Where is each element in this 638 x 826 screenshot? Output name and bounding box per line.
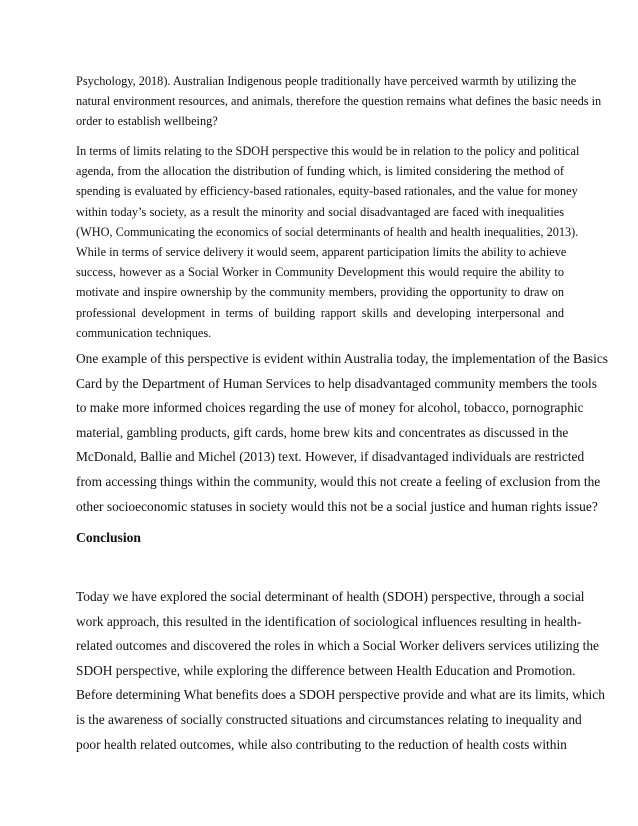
text-line: One example of this perspective is evident within Australia today, the implementation of the Basics — [76, 351, 609, 366]
text-line: poor health related outcomes, while also contributing to the reduction of health costs within — [76, 736, 567, 752]
text-line: In terms of limits relating to the SDOH perspective this would be in relation to the policy and political — [76, 144, 580, 158]
section-heading: Conclusion — [76, 530, 141, 545]
text-line: natural environment resources, and animals, therefore the question remains what defines the basic needs in — [76, 94, 602, 109]
text-line: professional development in terms of building rapport skills and developing interpersonal and — [76, 305, 564, 320]
text-line: Card by the Department of Human Services to help disadvantaged community members the tools — [76, 375, 597, 391]
text-line: Psychology, 2018). Australian Indigenous people traditionally have perceived warmth by utilizing the — [76, 74, 577, 88]
text-line: related outcomes and discovered the roles in which a Social Worker delivers services utilizing the — [76, 638, 599, 654]
text-line: McDonald, Ballie and Michel (2013) text. However, if disadvantaged individuals are restricted — [76, 449, 585, 465]
text-line: success, however as a Social Worker in Community Development this would require the ability to — [76, 265, 564, 280]
text-line: from accessing things within the community, would this not create a feeling of exclusion from the — [76, 473, 601, 489]
text-line: Before determining What benefits does a SDOH perspective provide and what are its limits, which — [76, 687, 605, 703]
text-line: within today’s society, as a result the minority and social disadvantaged are faced with inequalities — [76, 204, 564, 219]
text-line: SDOH perspective, while exploring the difference between Health Education and Promotion. — [76, 662, 576, 678]
text-line: other socioeconomic statuses in society would this not be a social justice and human rights issue? — [76, 498, 598, 514]
text-line: is the awareness of socially constructed situations and circumstances relating to inequality and — [76, 711, 582, 727]
text-line: material, gambling products, gift cards, home brew kits and concentrates as discussed in the — [76, 424, 569, 440]
paragraph-2 — [76, 141, 580, 343]
text-line: While in terms of service delivery it would seem, apparent participation limits the ability to achieve — [76, 245, 567, 260]
text-line: motivate and inspire ownership by the community members, providing the opportunity to draw on — [76, 285, 564, 300]
paragraph-1 — [76, 71, 602, 132]
text-line: order to establish wellbeing? — [76, 114, 218, 129]
text-line: spending is evaluated by efficiency-based rationales, equity-based rationales, and the value for money — [76, 184, 578, 199]
text-line: agenda, from the allocation the distribution of funding which, is limited considering the method of — [76, 164, 564, 179]
text-line: (WHO, Communicating the economics of social determinants of health and health inequalities, 2013). — [76, 224, 579, 239]
text-line: Today we have explored the social determinant of health (SDOH) perspective, through a social — [76, 589, 585, 604]
paragraph-4 — [76, 585, 605, 757]
paragraph-3 — [76, 347, 609, 519]
text-line: communication techniques. — [76, 325, 212, 340]
text-line: to make more informed choices regarding the use of money for alcohol, tobacco, pornographic — [76, 400, 584, 416]
text-line: work approach, this resulted in the identification of sociological influences resulting in health- — [76, 613, 582, 629]
